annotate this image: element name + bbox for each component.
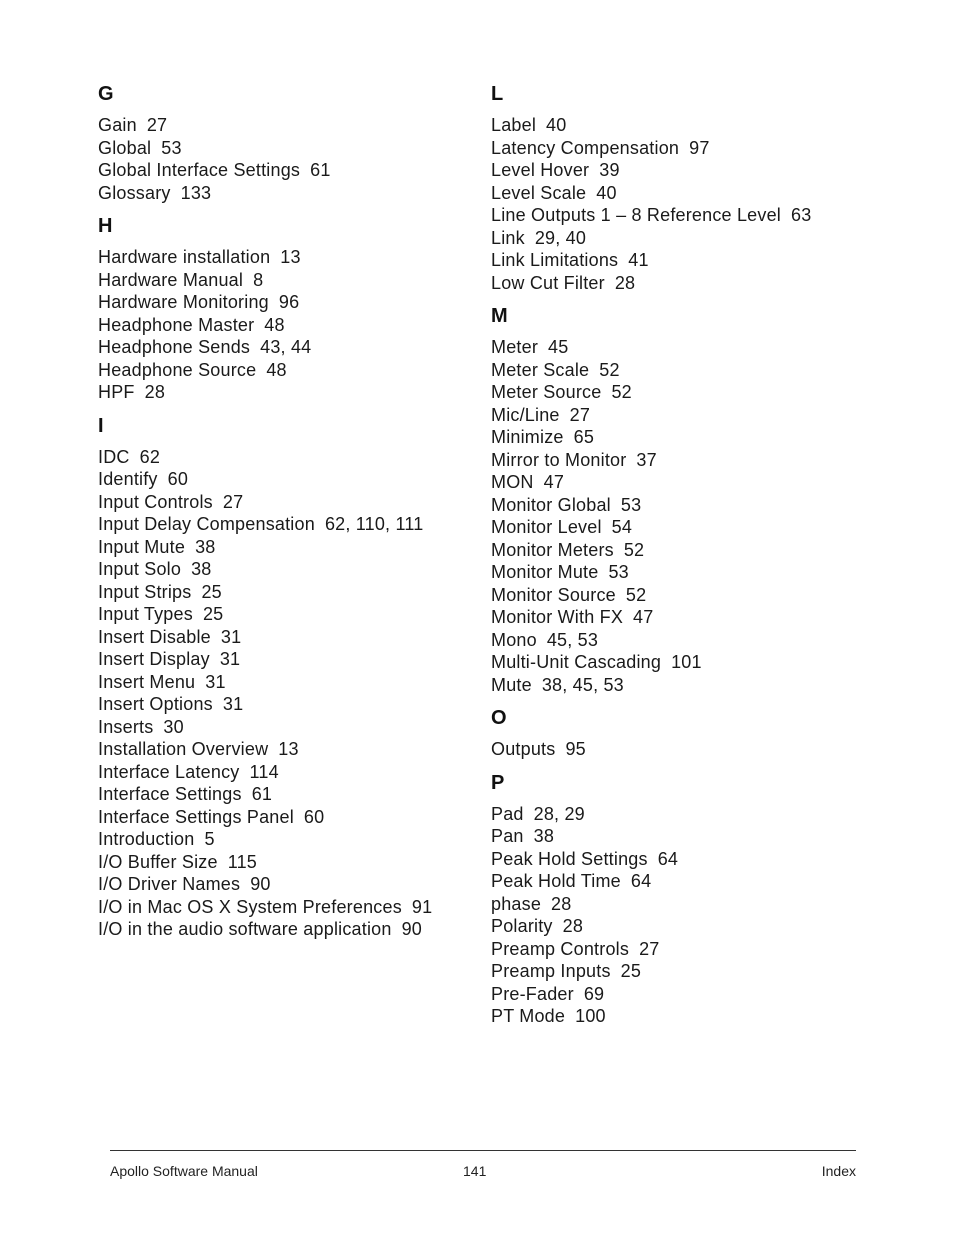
index-entry xyxy=(98,291,478,314)
index-entry xyxy=(491,848,891,871)
index-term: Label xyxy=(491,115,537,135)
index-term: Low Cut Filter xyxy=(491,272,605,293)
index-page-ref: 60 xyxy=(167,469,189,489)
index-term: Insert Disable xyxy=(98,626,211,647)
index-term: MON xyxy=(491,472,534,492)
index-term: Pre-Fader xyxy=(491,983,574,1004)
index-page-ref: 96 xyxy=(278,292,300,312)
index-term: Interface Settings Panel xyxy=(98,806,294,827)
index-page-ref: 62 xyxy=(139,446,161,467)
index-term: Global xyxy=(98,137,152,158)
index-page-ref: 115 xyxy=(227,851,258,872)
index-term: I/O in the audio software application xyxy=(98,919,392,939)
index-term: Hardware Monitoring xyxy=(98,292,269,312)
index-entry-list xyxy=(491,738,891,761)
index-letter-heading: I xyxy=(98,414,104,437)
index-section-l xyxy=(491,80,891,294)
index-page-ref: 37 xyxy=(636,449,657,470)
index-term: Installation Overview xyxy=(98,739,269,759)
index-section-g xyxy=(98,80,478,204)
index-page-ref: 62, 110, 111 xyxy=(324,514,424,534)
index-entry xyxy=(98,851,478,874)
index-entry xyxy=(98,513,478,536)
index-entry xyxy=(491,738,891,761)
index-term: I/O Buffer Size xyxy=(98,851,218,872)
index-page-ref: 28 xyxy=(562,916,584,936)
index-page-ref: 45, 53 xyxy=(546,629,599,650)
index-entry xyxy=(98,693,478,716)
index-entry xyxy=(491,1005,891,1028)
index-page-ref: 31 xyxy=(220,626,242,647)
index-entry xyxy=(491,960,891,983)
index-term: Peak Hold Time xyxy=(491,871,621,891)
footer-page-number: 141 xyxy=(463,1163,487,1179)
index-page-ref: 8 xyxy=(253,269,264,290)
index-entry xyxy=(491,182,891,205)
index-entry xyxy=(491,227,891,250)
index-term: Line Outputs 1 – 8 Reference Level xyxy=(491,205,781,225)
index-entry xyxy=(491,584,891,607)
index-term: Level Hover xyxy=(491,160,590,180)
index-entry xyxy=(491,803,891,826)
index-page-ref: 40 xyxy=(546,115,567,135)
index-entry xyxy=(491,404,891,427)
index-term: Preamp Controls xyxy=(491,938,630,959)
index-page-ref: 28 xyxy=(614,272,636,293)
index-section-m xyxy=(491,302,891,696)
index-entry xyxy=(491,539,891,562)
index-letter-heading: L xyxy=(491,83,504,105)
index-page-ref: 63 xyxy=(790,205,812,225)
index-term: Insert Menu xyxy=(98,671,196,692)
index-entry xyxy=(98,137,478,160)
index-page-ref: 52 xyxy=(625,584,647,605)
index-entry xyxy=(98,159,478,182)
index-term: Interface Settings xyxy=(98,784,242,804)
index-term: Monitor With FX xyxy=(491,607,624,627)
index-page-ref: 65 xyxy=(573,427,595,447)
index-term: Global Interface Settings xyxy=(98,160,301,180)
index-page-ref: 38 xyxy=(191,559,212,579)
index-term: Monitor Global xyxy=(491,494,611,515)
index-entry xyxy=(491,825,891,848)
index-page-ref: 39 xyxy=(599,160,620,180)
index-letter-heading: M xyxy=(491,305,508,327)
index-page-ref: 25 xyxy=(202,604,224,624)
index-page-ref: 97 xyxy=(689,137,710,158)
index-term: Hardware Manual xyxy=(98,269,244,290)
index-entry xyxy=(491,915,891,938)
index-term: Input Controls xyxy=(98,491,213,512)
index-entry xyxy=(491,249,891,272)
index-page-ref: 61 xyxy=(251,784,273,804)
index-page-ref: 101 xyxy=(671,652,702,672)
index-term: Minimize xyxy=(491,427,564,447)
index-page-ref: 54 xyxy=(611,517,633,537)
index-term: Monitor Source xyxy=(491,584,616,605)
index-term: Peak Hold Settings xyxy=(491,848,648,869)
index-entry xyxy=(98,446,478,469)
index-term: Inserts xyxy=(98,716,154,737)
index-term: Preamp Inputs xyxy=(491,961,611,981)
index-term: Monitor Level xyxy=(491,517,602,537)
index-term: Latency Compensation xyxy=(491,137,680,158)
index-page-ref: 133 xyxy=(180,182,212,203)
index-column-right xyxy=(491,80,891,1036)
index-term: Monitor Meters xyxy=(491,539,614,560)
index-entry xyxy=(491,870,891,893)
index-term: Multi-Unit Cascading xyxy=(491,652,662,672)
index-entry xyxy=(491,674,891,697)
index-entry xyxy=(98,536,478,559)
index-page-ref: 28, 29 xyxy=(533,803,585,824)
index-page-ref: 25 xyxy=(620,961,642,981)
index-entry-list xyxy=(491,114,891,294)
index-term: phase xyxy=(491,893,542,914)
index-page-ref: 52 xyxy=(623,539,645,560)
index-entry xyxy=(98,359,478,382)
index-term: Hardware installation xyxy=(98,247,271,267)
index-page-ref: 31 xyxy=(219,649,241,669)
index-term: Mono xyxy=(491,629,537,650)
index-entry xyxy=(98,716,478,739)
index-page-ref: 53 xyxy=(620,494,642,515)
index-entry xyxy=(98,246,478,269)
index-letter-heading: H xyxy=(98,215,113,237)
index-page-ref: 28 xyxy=(144,382,166,402)
index-entry xyxy=(98,114,478,137)
index-term: Polarity xyxy=(491,916,553,936)
index-term: HPF xyxy=(98,382,135,402)
index-entry xyxy=(98,581,478,604)
index-page-ref: 52 xyxy=(611,382,632,402)
index-entry xyxy=(98,648,478,671)
index-entry xyxy=(491,449,891,472)
index-entry-list xyxy=(98,246,478,404)
footer-divider xyxy=(110,1150,856,1151)
index-entry xyxy=(491,336,891,359)
index-page-ref: 47 xyxy=(633,607,654,627)
index-entry xyxy=(491,561,891,584)
index-term: Outputs xyxy=(491,739,556,759)
index-term: Pan xyxy=(491,826,524,846)
index-page-ref: 29, 40 xyxy=(534,227,587,248)
index-entry xyxy=(491,137,891,160)
index-page-ref: 27 xyxy=(222,491,244,512)
index-entry xyxy=(98,738,478,761)
index-term: Insert Display xyxy=(98,649,210,669)
index-entry xyxy=(98,182,478,205)
index-entry xyxy=(98,269,478,292)
index-entry xyxy=(98,828,478,851)
index-entry xyxy=(491,516,891,539)
index-page-ref: 38, 45, 53 xyxy=(541,674,624,695)
index-entry-list xyxy=(98,114,478,204)
index-entry xyxy=(98,806,478,829)
index-term: Meter Source xyxy=(491,382,602,402)
index-term: Link Limitations xyxy=(491,250,619,270)
index-entry xyxy=(98,671,478,694)
index-entry xyxy=(98,558,478,581)
index-entry xyxy=(98,873,478,896)
index-entry xyxy=(491,114,891,137)
index-page-ref: 61 xyxy=(310,160,331,180)
index-entry xyxy=(98,381,478,404)
index-page-ref: 38 xyxy=(533,826,555,846)
index-entry xyxy=(98,896,478,919)
index-term: I/O Driver Names xyxy=(98,874,241,894)
index-entry xyxy=(98,918,478,941)
index-letter-heading: O xyxy=(491,707,507,729)
index-term: Meter Scale xyxy=(491,359,590,380)
index-page-ref: 13 xyxy=(280,247,301,267)
index-term: Headphone Master xyxy=(98,314,255,335)
index-entry xyxy=(491,359,891,382)
index-term: Identify xyxy=(98,469,158,489)
index-page-ref: 27 xyxy=(146,115,168,135)
index-section-h xyxy=(98,212,478,404)
index-page-ref: 25 xyxy=(201,581,222,602)
index-page-ref: 53 xyxy=(161,137,182,158)
index-entry xyxy=(98,761,478,784)
index-section-o xyxy=(491,704,891,761)
index-term: Link xyxy=(491,227,525,248)
index-entry xyxy=(491,426,891,449)
index-entry xyxy=(491,629,891,652)
index-term: I/O in Mac OS X System Preferences xyxy=(98,896,402,917)
index-page-ref: 30 xyxy=(163,716,184,737)
index-page-ref: 5 xyxy=(204,829,215,849)
index-entry xyxy=(491,471,891,494)
index-entry xyxy=(491,381,891,404)
index-term: Meter xyxy=(491,337,539,357)
index-term: Mirror to Monitor xyxy=(491,449,627,470)
index-page-ref: 41 xyxy=(628,250,649,270)
index-page-ref: 27 xyxy=(639,938,660,959)
index-term: Pad xyxy=(491,803,524,824)
index-page-ref: 38 xyxy=(195,536,216,557)
index-page-ref: 60 xyxy=(303,806,325,827)
index-term: Mute xyxy=(491,674,532,695)
index-page-ref: 114 xyxy=(249,761,279,782)
index-page-ref: 53 xyxy=(608,562,629,582)
index-page-ref: 64 xyxy=(630,871,652,891)
index-page-ref: 69 xyxy=(583,983,605,1004)
index-entry xyxy=(98,314,478,337)
footer-document-title: Apollo Software Manual xyxy=(110,1163,258,1179)
index-page-ref: 31 xyxy=(222,694,244,714)
index-page-ref: 28 xyxy=(551,893,572,914)
index-entry xyxy=(491,272,891,295)
index-entry xyxy=(491,938,891,961)
index-entry xyxy=(491,983,891,1006)
index-page-ref: 13 xyxy=(278,739,299,759)
index-page-ref: 91 xyxy=(411,896,433,917)
index-entry-list xyxy=(491,803,891,1028)
index-entry xyxy=(491,606,891,629)
index-entry xyxy=(98,603,478,626)
index-page-ref: 90 xyxy=(250,874,271,894)
index-term: Monitor Mute xyxy=(491,562,599,582)
index-term: Mic/Line xyxy=(491,404,560,425)
index-term: Input Mute xyxy=(98,536,186,557)
footer-section-name: Index xyxy=(821,1163,856,1179)
index-term: PT Mode xyxy=(491,1006,566,1026)
index-page-ref: 95 xyxy=(565,739,586,759)
index-page-ref: 52 xyxy=(599,359,620,380)
index-page-ref: 47 xyxy=(543,472,565,492)
index-term: Interface Latency xyxy=(98,761,240,782)
index-entry xyxy=(98,468,478,491)
index-term: Gain xyxy=(98,115,137,135)
index-entry-list xyxy=(98,446,478,941)
index-term: Insert Options xyxy=(98,694,213,714)
index-page-ref: 48 xyxy=(264,314,285,335)
index-term: Glossary xyxy=(98,182,171,203)
index-page-ref: 90 xyxy=(401,919,422,939)
index-page-ref: 31 xyxy=(205,671,226,692)
index-entry xyxy=(491,651,891,674)
index-term: IDC xyxy=(98,446,130,467)
index-page-ref: 48 xyxy=(266,359,287,380)
index-entry-list xyxy=(491,336,891,696)
index-term: Input Types xyxy=(98,604,193,624)
index-entry xyxy=(491,494,891,517)
index-page-ref: 45 xyxy=(548,337,569,357)
index-column-left xyxy=(98,80,478,949)
index-term: Input Solo xyxy=(98,559,182,579)
index-section-i xyxy=(98,412,478,941)
index-entry xyxy=(98,783,478,806)
index-page-ref: 100 xyxy=(575,1006,606,1026)
index-term: Input Strips xyxy=(98,581,192,602)
index-letter-heading: P xyxy=(491,771,505,794)
index-page-ref: 64 xyxy=(657,848,679,869)
index-term: Input Delay Compensation xyxy=(98,514,315,534)
index-letter-heading: G xyxy=(98,83,114,105)
index-term: Level Scale xyxy=(491,182,587,203)
index-entry xyxy=(491,159,891,182)
index-entry xyxy=(98,491,478,514)
index-term: Introduction xyxy=(98,829,195,849)
index-term: Headphone Sends xyxy=(98,337,251,357)
index-section-p xyxy=(491,769,891,1028)
index-entry xyxy=(491,204,891,227)
index-term: Headphone Source xyxy=(98,359,257,380)
index-entry xyxy=(491,893,891,916)
index-entry xyxy=(98,626,478,649)
index-entry xyxy=(98,336,478,359)
index-page-ref: 40 xyxy=(596,182,617,203)
index-page-ref: 27 xyxy=(569,404,591,425)
index-page-ref: 43, 44 xyxy=(260,337,312,357)
